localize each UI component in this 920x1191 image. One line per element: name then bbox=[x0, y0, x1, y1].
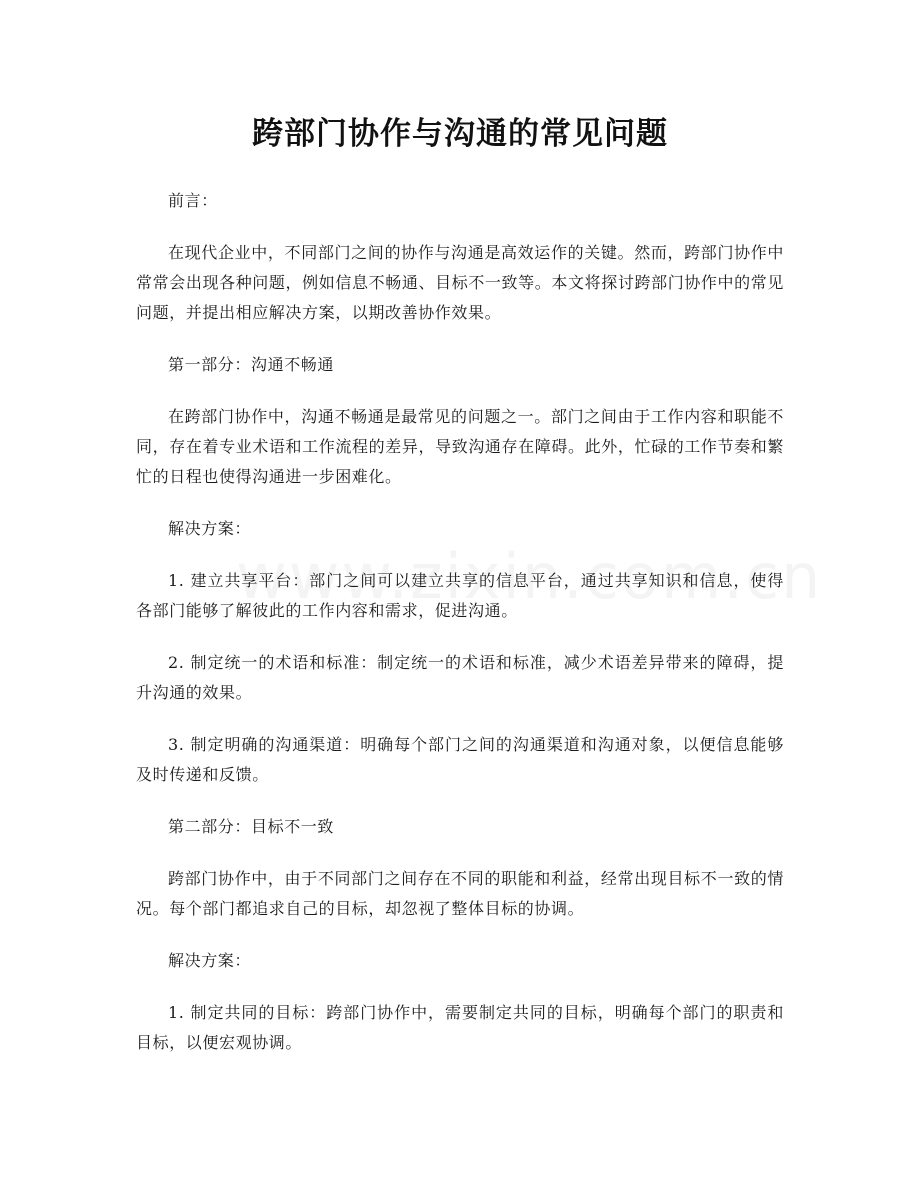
section-heading-2: 第二部分：目标不一致 bbox=[168, 817, 335, 836]
section-1-paragraph: 在跨部门协作中，沟通不畅通是最常见的问题之一。部门之间由于工作内容和职能不同，存在着专业术语和工作流程的差异，导致沟通存在障碍。此外，忙碌的工作节奏和繁忙的日程也使得沟通进一步困难化。 bbox=[136, 407, 784, 486]
preface-paragraph: 在现代企业中，不同部门之间的协作与沟通是高效运作的关键。然而，跨部门协作中常常会出现各种问题，例如信息不畅通、目标不一致等。本文将探讨跨部门协作中的常见问题，并提出相应解决方案，以期改善协作效果。 bbox=[136, 243, 784, 322]
solution-1-item-2: 2. 制定统一的术语和标准：制定统一的术语和标准，减少术语差异带来的障碍，提升沟通的效果。 bbox=[136, 653, 784, 702]
document-title: 跨部门协作与沟通的常见问题 bbox=[252, 116, 668, 152]
solution-2-item-1: 1. 制定共同的目标：跨部门协作中，需要制定共同的目标，明确每个部门的职责和目标，以便宏观协调。 bbox=[136, 1003, 784, 1052]
solution-1-item-3: 3. 制定明确的沟通渠道：明确每个部门之间的沟通渠道和沟通对象，以便信息能够及时传递和反馈。 bbox=[136, 735, 784, 784]
solution-1-item-1: 1. 建立共享平台：部门之间可以建立共享的信息平台，通过共享知识和信息，使得各部门能够了解彼此的工作内容和需求，促进沟通。 bbox=[136, 571, 784, 620]
solution-heading-2: 解决方案： bbox=[168, 951, 252, 970]
section-heading-1: 第一部分：沟通不畅通 bbox=[168, 355, 335, 374]
solution-heading-1: 解决方案： bbox=[168, 519, 252, 538]
preface-heading: 前言： bbox=[168, 191, 218, 210]
section-2-paragraph: 跨部门协作中，由于不同部门之间存在不同的职能和利益，经常出现目标不一致的情况。每个部门都追求自己的目标，却忽视了整体目标的协调。 bbox=[136, 869, 784, 918]
document-body bbox=[136, 186, 784, 1058]
